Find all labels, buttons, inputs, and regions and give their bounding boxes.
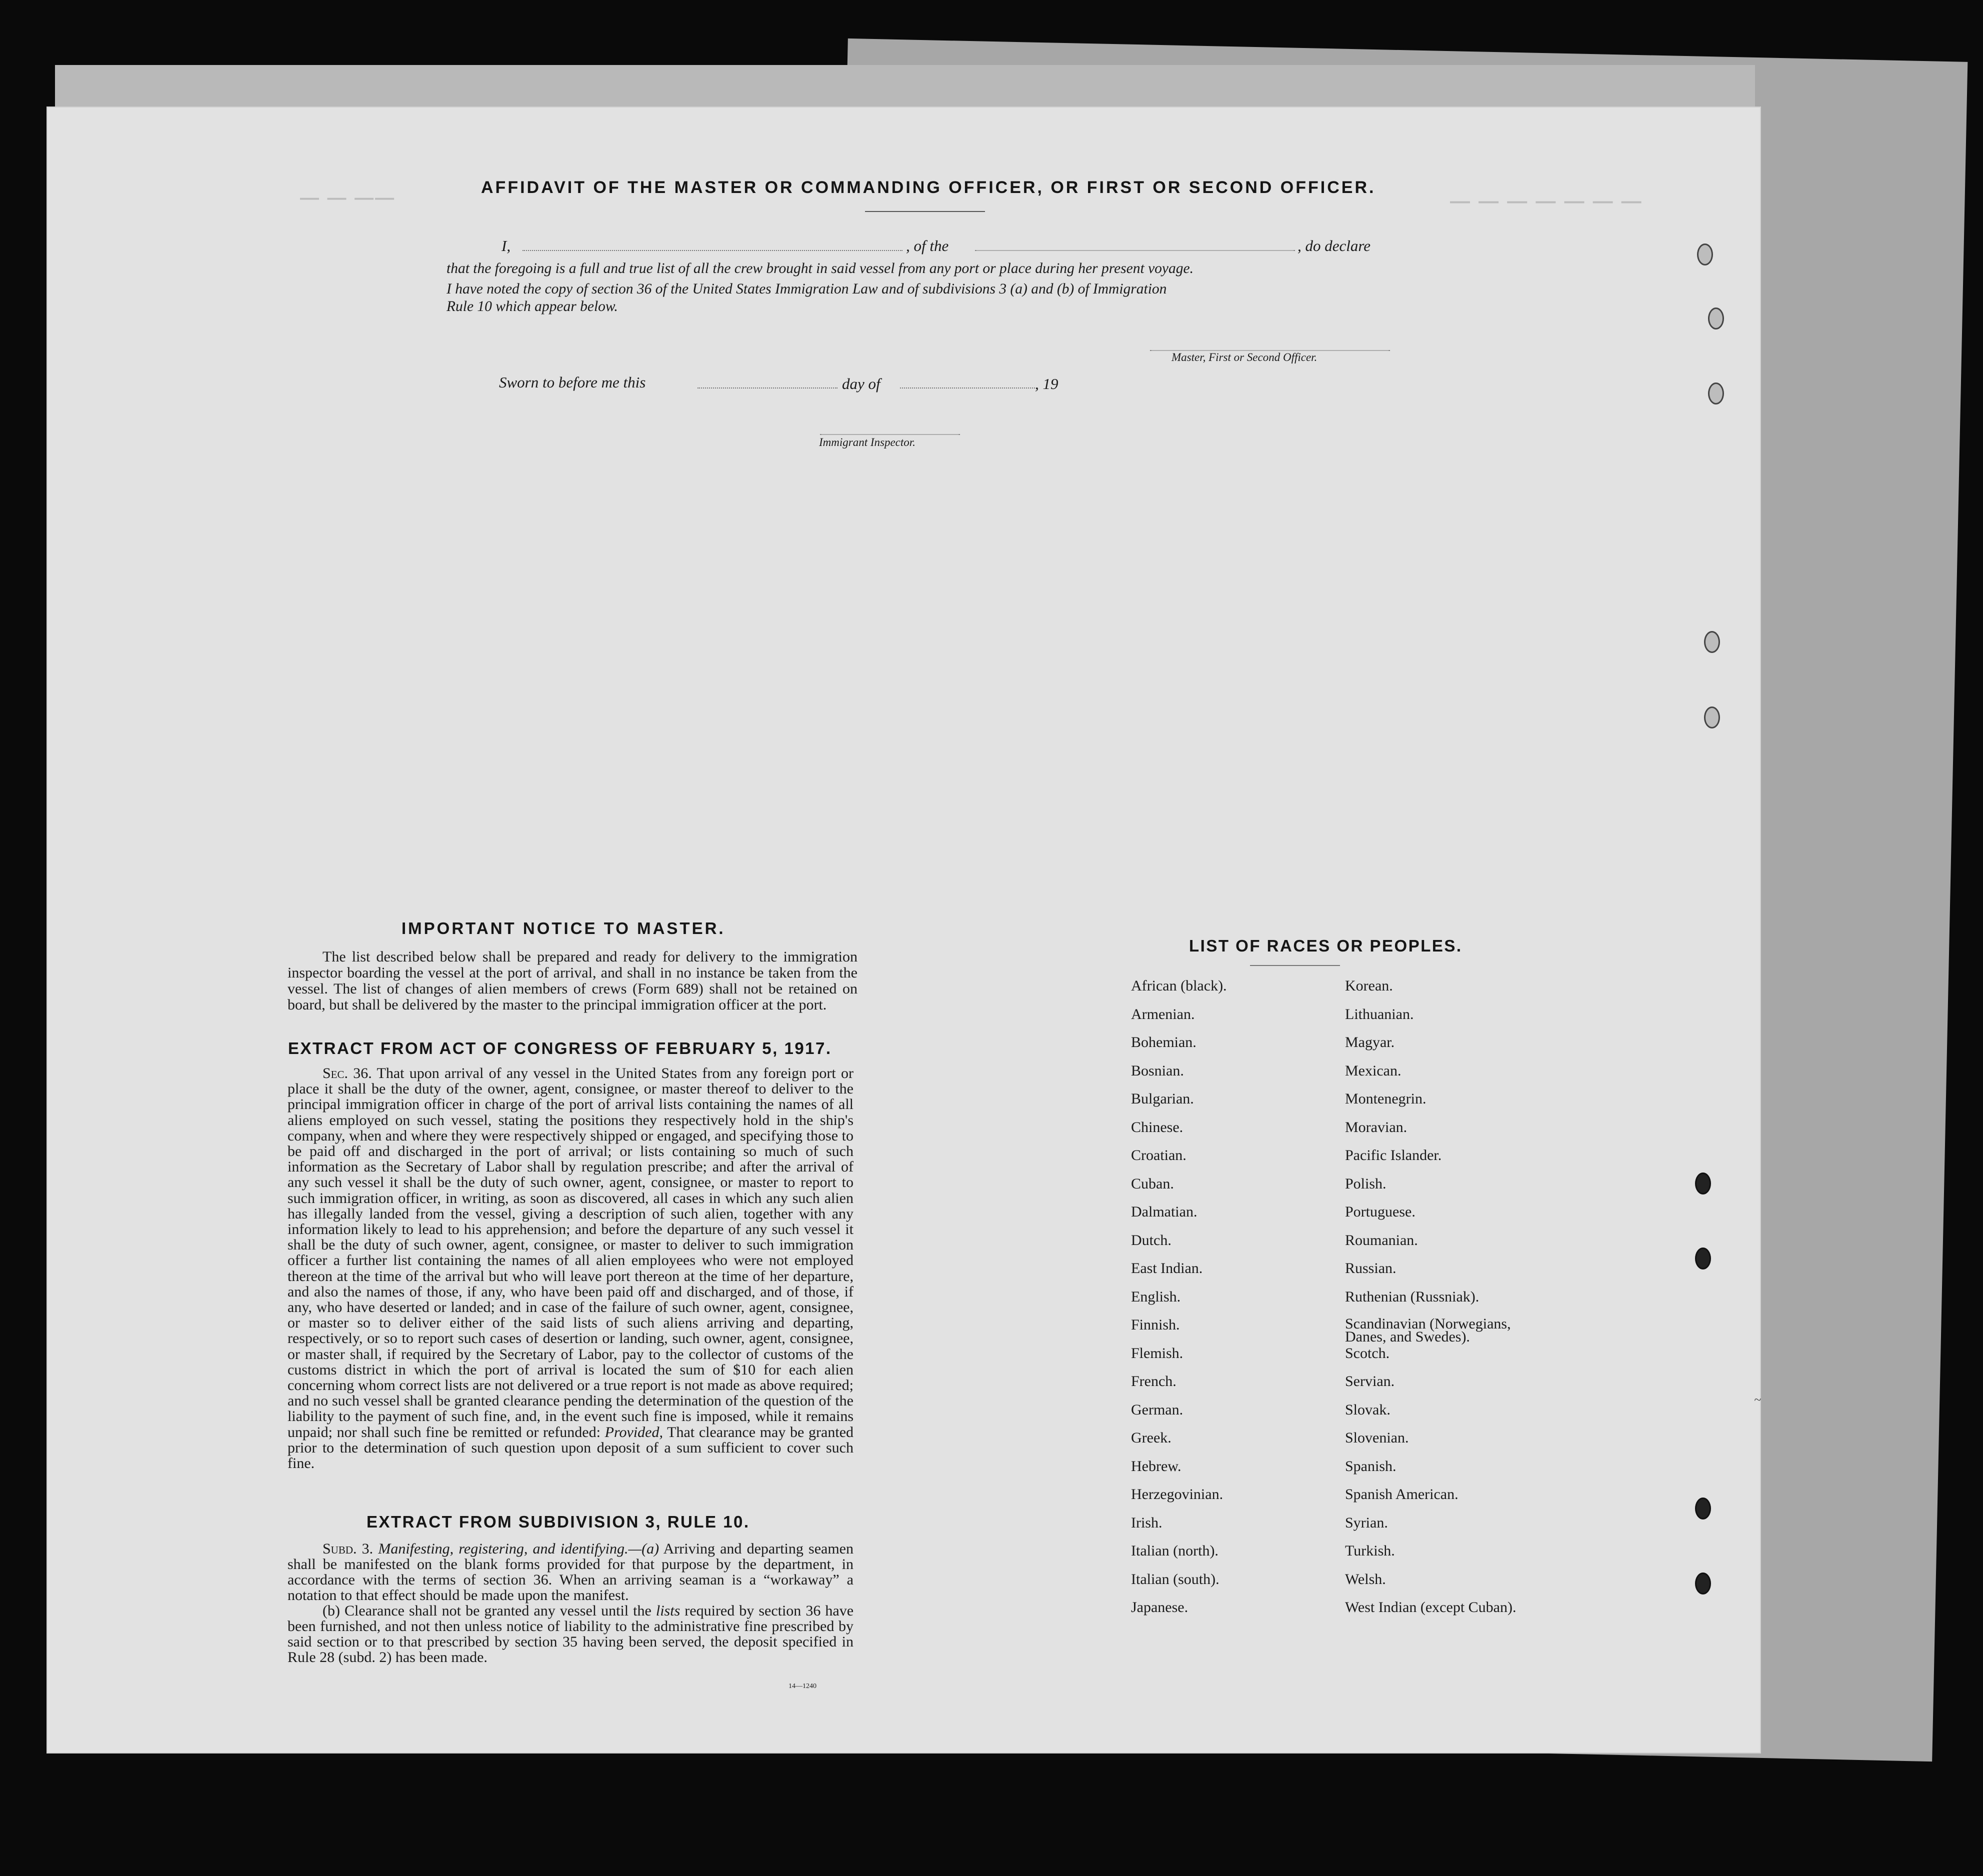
race-item: Korean. bbox=[1345, 978, 1393, 994]
race-item: Montenegrin. bbox=[1345, 1090, 1426, 1107]
races-column-1 bbox=[1131, 978, 1227, 1628]
race-item: French. bbox=[1131, 1373, 1176, 1390]
provided-text: Provided, bbox=[604, 1424, 663, 1440]
punch-hole bbox=[1697, 244, 1713, 266]
act-tail: That clearance may be granted prior to the determination of such question upon deposit of a sum sufficient to cover such fine. bbox=[288, 1424, 854, 1472]
race-item: African (black). bbox=[1131, 978, 1227, 994]
punch-hole bbox=[1695, 1498, 1711, 1520]
race-item: Croatian. bbox=[1131, 1147, 1186, 1164]
races-column-2 bbox=[1345, 978, 1535, 1628]
race-item: Japanese. bbox=[1131, 1599, 1188, 1616]
race-item: West Indian (except Cuban). bbox=[1345, 1599, 1516, 1616]
race-item: Slovak. bbox=[1345, 1401, 1390, 1418]
race-item: Lithuanian. bbox=[1345, 1006, 1414, 1022]
vessel-blank bbox=[975, 250, 1295, 251]
race-item: German. bbox=[1131, 1401, 1184, 1418]
race-item: Cuban. bbox=[1131, 1175, 1174, 1192]
race-item: Bohemian. bbox=[1131, 1034, 1196, 1050]
race-item: Chinese. bbox=[1131, 1118, 1184, 1136]
race-item: Ruthenian (Russniak). bbox=[1345, 1288, 1480, 1305]
race-item: Syrian. bbox=[1345, 1514, 1388, 1531]
race-item: Servian. bbox=[1345, 1373, 1395, 1390]
race-item: Moravian. bbox=[1345, 1118, 1408, 1136]
race-item: Magyar. bbox=[1345, 1034, 1395, 1050]
b-label: (b) bbox=[322, 1602, 340, 1619]
race-item: Slovenian. bbox=[1345, 1430, 1409, 1446]
race-item: Bosnian. bbox=[1131, 1062, 1184, 1079]
race-item: English. bbox=[1131, 1288, 1181, 1305]
race-item: Flemish. bbox=[1131, 1344, 1184, 1362]
punch-hole bbox=[1708, 308, 1724, 330]
race-item: Herzegovinian. bbox=[1131, 1486, 1224, 1502]
notice-body bbox=[288, 949, 858, 1013]
race-item: Armenian. bbox=[1131, 1006, 1195, 1022]
notice-paragraph: The list described below shall be prepared and ready for delivery to the immigration inspector boarding the vessel at the port of arrival, and shall in no instance be taken from the vessel. The list of changes of alien members of crews (Form 689) shall not be retained on board, but shall be delivered by the master to the principal immigration officer at the port. bbox=[288, 948, 858, 1013]
act-body bbox=[288, 1066, 854, 1471]
race-item: Bulgarian. bbox=[1131, 1090, 1194, 1107]
race-item: Welsh. bbox=[1345, 1570, 1386, 1588]
affidavit-line-2: I have noted the copy of section 36 of the United States Immigration Law and of subdivisions 3 (a) and (b) of Immigration bbox=[446, 281, 1167, 297]
races-title-rule bbox=[1250, 965, 1340, 966]
race-item: Dalmatian. bbox=[1131, 1204, 1198, 1220]
form-code: 14—1240 bbox=[788, 1682, 816, 1690]
notice-title: IMPORTANT NOTICE TO MASTER. bbox=[402, 919, 726, 938]
punch-hole bbox=[1708, 382, 1724, 404]
race-item: Finnish. bbox=[1131, 1316, 1180, 1333]
race-item: Mexican. bbox=[1345, 1062, 1402, 1079]
year-text: , 19 bbox=[1035, 375, 1058, 392]
race-item: Hebrew. bbox=[1131, 1458, 1182, 1474]
act-text: That upon arrival of any vessel in the United States from any foreign port or place it shall be the duty of the owner, agent, consignee, or master thereof to deliver to the principal immigration officer in charge of the port of arrival lists containing the names of all aliens employed on such vessel, stating the positions they respectively hold in the ship's company, when and where they were respectively shipped or engaged, and specifying those to be paid off and discharged in the port of arrival; or lists containing so much of such information as the Secretary of Labor shall by regulation prescribe; and after the arrival of any such vessel it shall be the duty of such owner, agent, consignee, or master to report to such immigration officer, in writing, as soon as discovered, all cases in which any such alien has illegally landed from the vessel, giving a description of such alien, together with any information likely to lead to his apprehension; and before the departure of any such vessel it shall be the duty of such owner, agent, consignee, or master to deliver to such immigration officer a further list containing the names of all alien employees who were not employed thereon at the time of the arrival but who will leave port thereon at the time of her departure, and also the names of those, if any, who have been paid off and discharged, and of those, if any, who have deserted or landed; and in case of the failure of such owner, agent, consignee, or master so to deliver either of the said lists of such aliens arriving and departing, respectively, or so to report such cases of desertion or landing, such owner, agent, consignee, or master shall, if required by the Secretary of Labor, pay to the collector of customs of the customs district in which the port of arrival is located the sum of $10 for each alien concerning whom correct lists are not delivered or a true report is not made as above required; and no such vessel shall be granted clearance pending the determination of the question of the liability to the payment of such fine, and, in the event such fine is imposed, while it remains unpaid; nor shall such fine be remitted or refunded: bbox=[288, 1065, 854, 1440]
race-item: Italian (north). bbox=[1131, 1542, 1218, 1559]
title-rule bbox=[865, 211, 985, 212]
punch-hole bbox=[1695, 1172, 1711, 1194]
race-item: Italian (south). bbox=[1131, 1570, 1220, 1588]
name-blank bbox=[522, 250, 902, 251]
race-item: Spanish. bbox=[1345, 1458, 1396, 1474]
rule-text-a: Arriving and departing seamen shall be manifested on the blank forms provided for that purpose by the department, in accordance with the terms of section 36. When an arriving seaman is a “workaway” a notation to that effect should be made upon the manifest. bbox=[288, 1540, 854, 1604]
race-item: Scotch. bbox=[1345, 1344, 1390, 1362]
race-item: Scandinavian (Norwegians, Danes, and Swedes). bbox=[1345, 1316, 1511, 1345]
rule-paragraph-b bbox=[288, 1603, 854, 1665]
race-item: Irish. bbox=[1131, 1514, 1162, 1531]
affidavit-line-3: Rule 10 which appear below. bbox=[446, 298, 618, 314]
rule-body bbox=[288, 1541, 854, 1665]
affidavit-i: I, bbox=[502, 237, 511, 254]
race-item: East Indian. bbox=[1131, 1260, 1203, 1276]
rule-text-b1: Clearance shall not be granted any vessel until the bbox=[344, 1602, 652, 1619]
rule-lists-word: lists bbox=[656, 1602, 680, 1619]
punch-hole bbox=[1695, 1248, 1711, 1270]
race-item: Dutch. bbox=[1131, 1232, 1172, 1248]
signature-label: Master, First or Second Officer. bbox=[1172, 351, 1318, 364]
subd-heading: Manifesting, registering, and identifying.—(a) bbox=[378, 1540, 660, 1557]
punch-hole bbox=[1695, 1572, 1711, 1594]
punch-hole bbox=[1704, 706, 1720, 728]
affidavit-title: AFFIDAVIT OF THE MASTER OR COMMANDING OFFICER, OR FIRST OR SECOND OFFICER. bbox=[481, 178, 1376, 197]
subd-label: Subd. 3. bbox=[322, 1540, 374, 1557]
bleed-through-mark: — — — — — — — bbox=[1450, 190, 1643, 212]
punch-hole bbox=[1704, 631, 1720, 653]
back-sheet-strip bbox=[55, 65, 1755, 110]
inspector-label: Immigrant Inspector. bbox=[819, 436, 916, 448]
race-item: Roumanian. bbox=[1345, 1232, 1418, 1248]
affidavit-of-the: , of the bbox=[906, 237, 949, 254]
rule-title: EXTRACT FROM SUBDIVISION 3, RULE 10. bbox=[366, 1512, 750, 1531]
race-item: Spanish American. bbox=[1345, 1486, 1458, 1502]
race-item: Polish. bbox=[1345, 1175, 1386, 1192]
margin-mark: ~ bbox=[1754, 1392, 1762, 1407]
sworn-text: Sworn to before me this bbox=[499, 374, 646, 391]
race-item: Turkish. bbox=[1345, 1542, 1395, 1559]
race-item: Russian. bbox=[1345, 1260, 1396, 1276]
affidavit-do-declare: , do declare bbox=[1298, 237, 1371, 254]
races-title: LIST OF RACES OR PEOPLES. bbox=[1189, 936, 1462, 955]
affidavit-line-1: that the foregoing is a full and true list of all the crew brought in said vessel from any port or place during her present voyage. bbox=[446, 260, 1194, 276]
act-paragraph bbox=[288, 1066, 854, 1471]
bleed-through-mark: — — —— bbox=[300, 188, 396, 208]
rule-text-b2: required by section 36 have been furnished, and not then unless notice of liability to the administrative fine prescribed by said section or to that prescribed by section 35 having been served, the deposit specified in Rule 28 (subd. 2) has been made. bbox=[288, 1602, 854, 1666]
rule-paragraph-a bbox=[288, 1541, 854, 1603]
race-item: Pacific Islander. bbox=[1345, 1147, 1442, 1164]
race-item: Portuguese. bbox=[1345, 1204, 1416, 1220]
inspector-blank bbox=[820, 434, 960, 435]
act-title: EXTRACT FROM ACT OF CONGRESS OF FEBRUARY 5, 1917. bbox=[288, 1039, 832, 1058]
day-of-text: day of bbox=[842, 375, 880, 392]
sec-label: Sec. 36. bbox=[322, 1065, 372, 1082]
race-item: Greek. bbox=[1131, 1430, 1172, 1446]
